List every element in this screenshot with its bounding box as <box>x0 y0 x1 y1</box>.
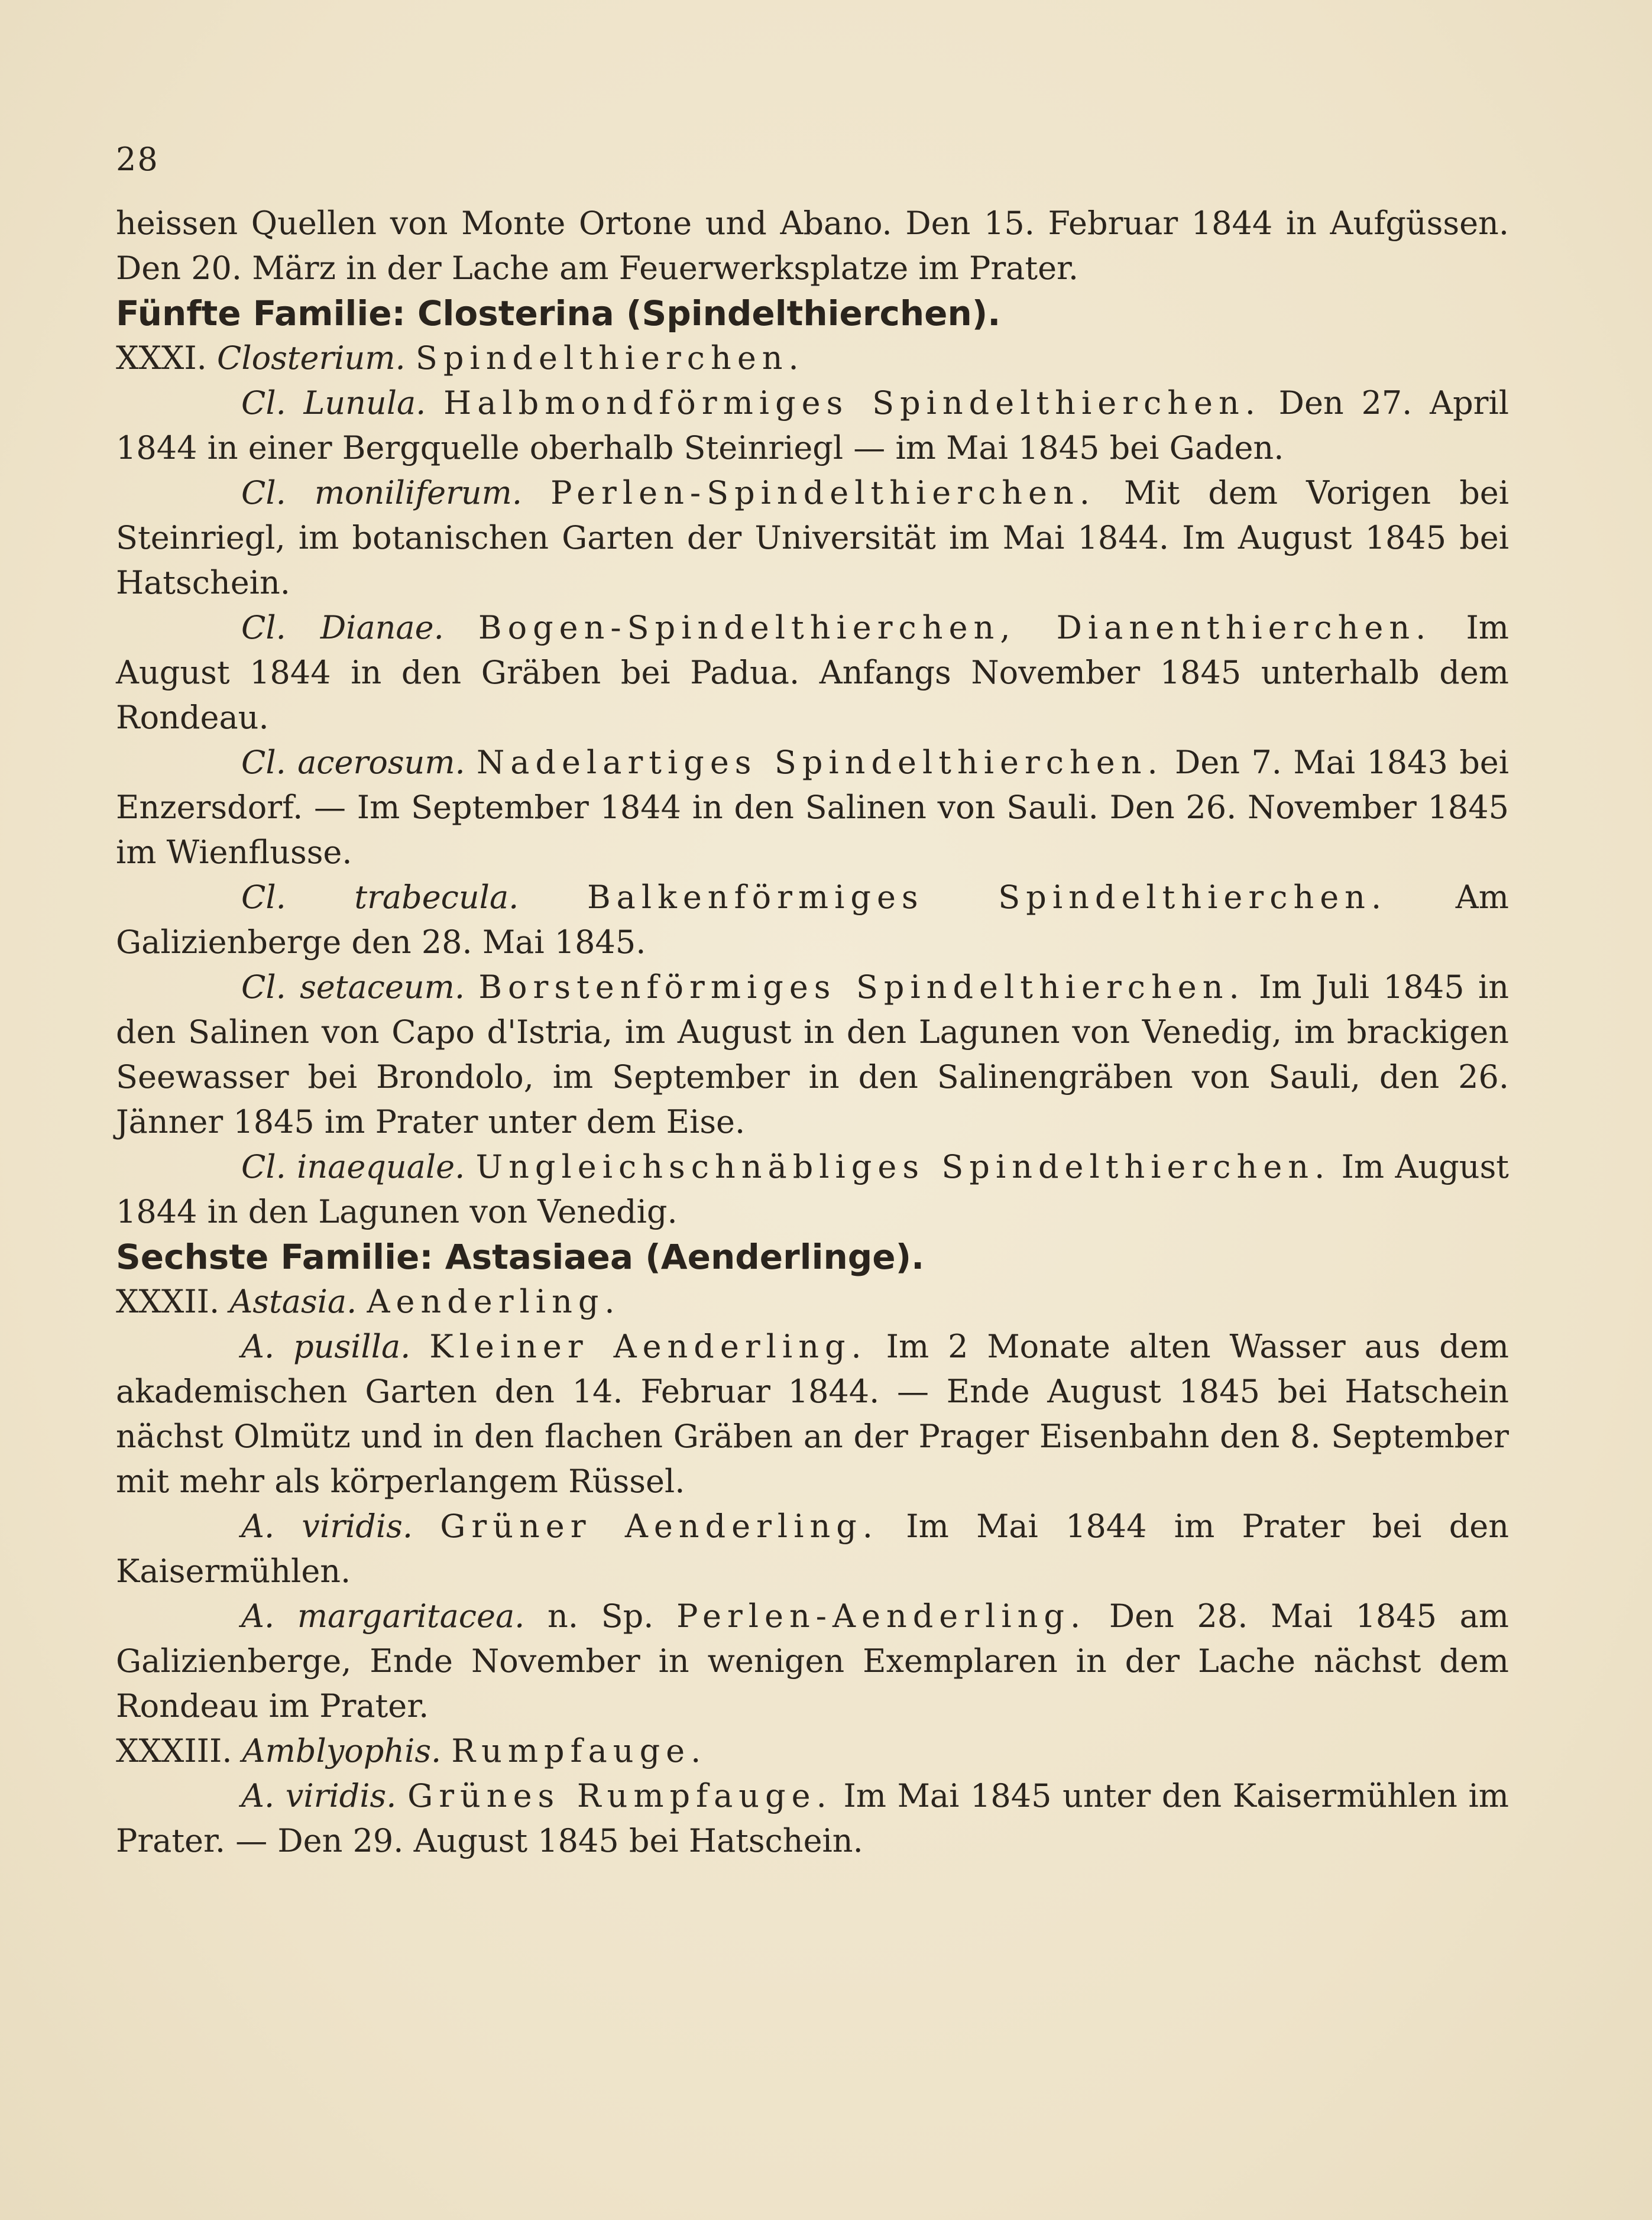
species-entry: A. viridis. Grüner Aenderling. Im Mai 1844 im Prater bei den Kaisermühlen. <box>116 1508 1509 1590</box>
genus-number: XXXIII. <box>116 1732 232 1769</box>
page-text <box>116 201 1509 1863</box>
species-entry: Cl. inaequale. Ungleichschnäbliges Spindelthierchen. Im August 1844 in den Lagunen von Venedig. <box>116 1148 1510 1230</box>
species-entry: Cl. setaceum. Borstenförmiges Spindelthierchen. Im Juli 1845 in den Salinen von Capo d'Istria, im August in den Lagunen von Venedig, im brackigen Seewasser bei Brondolo, im September in den Salinengräben von Sauli, den 26. Jänner 1845 im Prater unter dem Eise. <box>116 968 1510 1140</box>
genus-common-name: Rumpfauge. <box>451 1732 707 1769</box>
species-entry: Cl. Dianae. Bogen-Spindelthierchen, Dianenthierchen. Im August 1844 in den Gräben bei Padua. Anfangs November 1845 unterhalb dem Rondeau. <box>116 609 1509 736</box>
genus-name: Amblyophis. <box>242 1732 442 1769</box>
species-entry: A. viridis. Grünes Rumpfauge. Im Mai 1845 unter den Kaisermühlen im Prater. — Den 29. August 1845 bei Hatschein. <box>116 1777 1509 1859</box>
genus-name: Closterium. <box>217 339 406 377</box>
genus-number: XXXII. <box>116 1283 220 1320</box>
page-number: 28 <box>116 141 159 178</box>
species-entry: Cl. Lunula. Halbmondförmiges Spindelthierchen. Den 27. April 1844 in einer Bergquelle oberhalb Steinriegl — im Mai 1845 bei Gaden. <box>116 384 1510 466</box>
species-entry: A. pusilla. Kleiner Aenderling. Im 2 Monate alten Wasser aus dem akademischen Garten den 14. Februar 1844. — Ende August 1845 bei Hatschein nächst Olmütz und in den flachen Gräben an der Prager Eisenbahn den 8. September mit mehr als körperlangem Rüssel. <box>116 1328 1510 1500</box>
species-entry: Cl. trabecula. Balkenförmiges Spindelthierchen. Am Galizienberge den 28. Mai 1845. <box>116 879 1509 961</box>
genus-common-name: Spindelthierchen. <box>415 339 805 377</box>
genus-common-name: Aenderling. <box>367 1283 621 1320</box>
genus-name: Astasia. <box>229 1283 357 1320</box>
genus-amblyophis-heading <box>116 1729 1509 1774</box>
family-6-heading: Sechste Familie: Astasiaea (Aenderlinge). <box>116 1237 925 1277</box>
family-5-heading: Fünfte Familie: Closterina (Spindelthierchen). <box>116 293 1001 333</box>
genus-closterium-heading <box>116 336 1509 381</box>
genus-astasia-heading <box>116 1279 1509 1324</box>
species-entry: Cl. moniliferum. Perlen-Spindelthierchen. Mit dem Vorigen bei Steinriegl, im botanischen Garten der Universität im Mai 1844. Im August 1845 bei Hatschein. <box>116 474 1509 601</box>
species-entry: Cl. acerosum. Nadelartiges Spindelthierchen. Den 7. Mai 1843 bei Enzersdorf. — Im September 1844 in den Salinen von Sauli. Den 26. November 1845 im Wienflusse. <box>116 744 1509 871</box>
intro-paragraph: heissen Quellen von Monte Ortone und Abano. Den 15. Februar 1844 in Aufgüssen. Den 20. März in der Lache am Feuerwerksplatze im Prater. <box>116 205 1509 287</box>
genus-number: XXXI. <box>116 339 207 377</box>
species-entry: A. margaritacea. n. Sp. Perlen-Aenderling. Den 28. Mai 1845 am Galizienberge, Ende November in wenigen Exemplaren in der Lache nächst dem Rondeau im Prater. <box>116 1597 1509 1725</box>
